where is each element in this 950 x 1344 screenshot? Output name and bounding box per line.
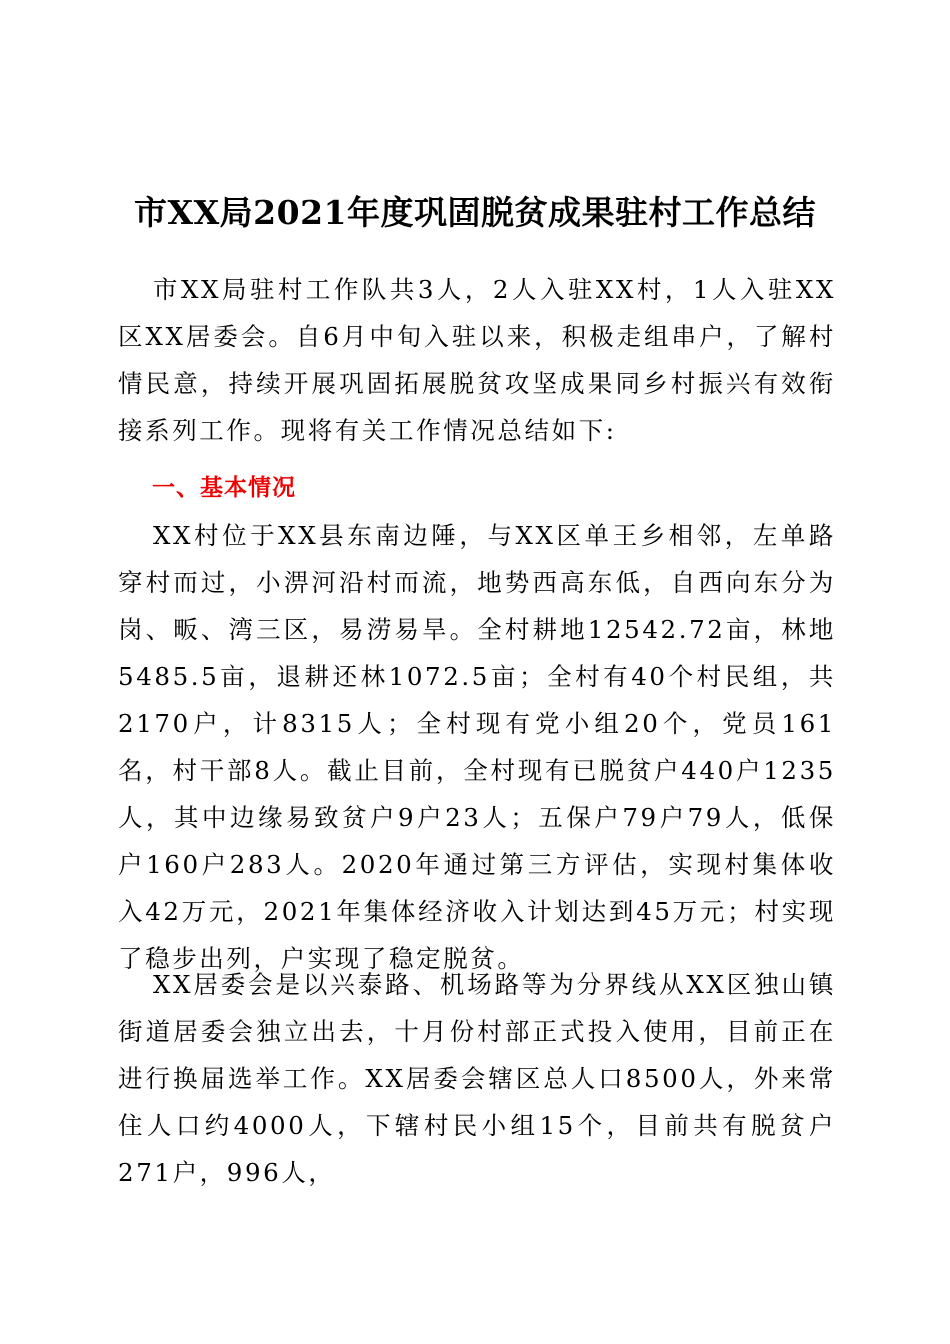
section-heading-basic-info: 一、基本情况	[152, 475, 296, 501]
intro-paragraph: 市XX局驻村工作队共3人，2人入驻XX村，1人入驻XX区XX居委会。自6月中旬入驻以来，积极走组串户，了解村情民意，持续开展巩固拓展脱贫攻坚成果同乡村振兴有效衔接系列工作。现将有关工作情况总结如下:	[118, 275, 836, 445]
residents-committee-paragraph: XX居委会是以兴泰路、机场路等为分界线从XX区独山镇街道居委会独立出去，十月份村部正式投入使用，目前正在进行换届选举工作。XX居委会辖区总人口8500人，外来常住人口约4000人，下辖村民小组15个，目前共有脱贫户271户，996人，	[118, 970, 836, 1187]
document-title: 市XX局2021年度巩固脱贫成果驻村工作总结	[133, 193, 817, 232]
village-info-paragraph: XX村位于XX县东南边陲，与XX区单王乡相邻，左单路穿村而过，小淠河沿村而流，地势西高东低，自西向东分为岗、畈、湾三区，易涝易旱。全村耕地12542.72亩，林地5485.5亩，退耕还林1072.5亩；全村有40个村民组，共2170户，计8315人；全村现有党小组20个，党员161名，村干部8人。截止目前，全村现有已脱贫户440户1235人，其中边缘易致贫户9户23人；五保户79户79人，低保户160户283人。2020年通过第三方评估，实现村集体收入42万元，2021年集体经济收入计划达到45万元；村实现了稳步出列，户实现了稳定脱贫。	[118, 521, 836, 973]
